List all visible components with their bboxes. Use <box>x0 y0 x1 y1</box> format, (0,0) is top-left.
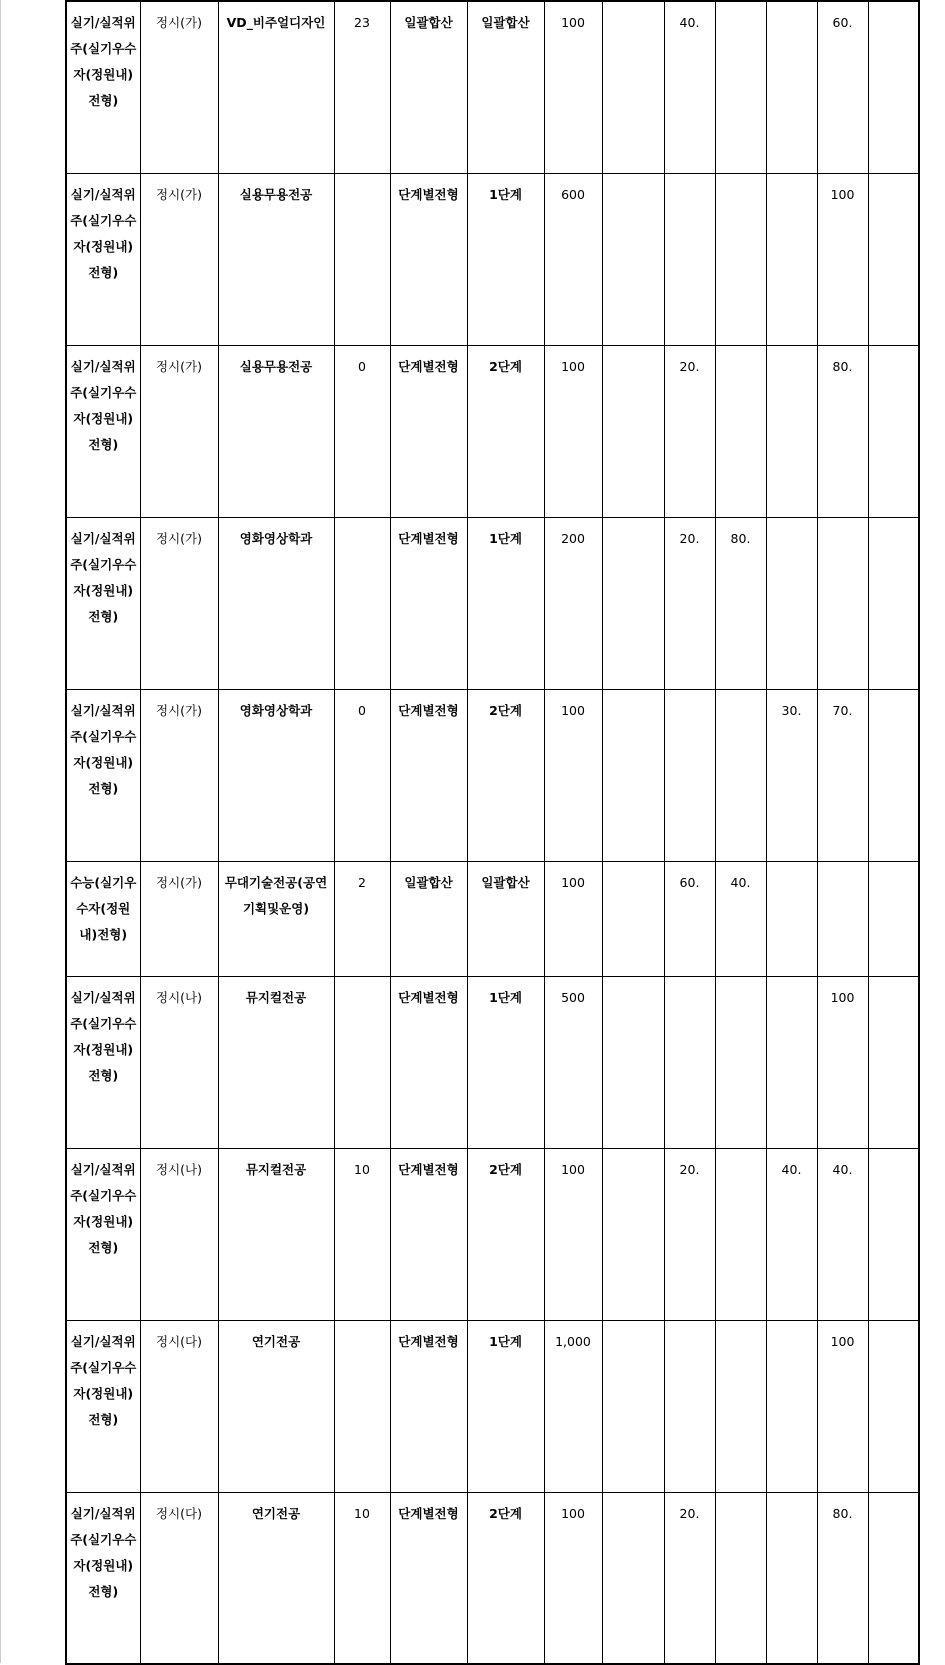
group-cell: 정시(다) <box>140 1320 218 1492</box>
score-cell <box>766 1320 817 1492</box>
stage-cell: 2단계 <box>467 1492 544 1664</box>
score-cell <box>602 1 664 173</box>
table-row <box>66 976 919 1148</box>
score-cell <box>868 976 919 1148</box>
score-cell <box>766 861 817 976</box>
major-cell: 실용무용전공 <box>218 345 334 517</box>
major-cell: 영화영상학과 <box>218 689 334 861</box>
group-cell: 정시(다) <box>140 1492 218 1664</box>
score-cell: 40. <box>817 1148 868 1320</box>
table-row <box>66 1320 919 1492</box>
method-cell: 단계별전형 <box>390 345 467 517</box>
admission-type-cell: 실기/실적위주(실기우수자(정원내)전형) <box>66 1148 140 1320</box>
stage-cell: 일괄합산 <box>467 1 544 173</box>
quota-cell: 10 <box>334 1492 390 1664</box>
score-cell <box>602 976 664 1148</box>
score-cell: 80. <box>817 1492 868 1664</box>
admission-type-cell: 실기/실적위주(실기우수자(정원내)전형) <box>66 345 140 517</box>
score-cell: 100 <box>817 173 868 345</box>
admission-type-cell: 실기/실적위주(실기우수자(정원내)전형) <box>66 173 140 345</box>
table-row <box>66 1 919 173</box>
group-cell: 정시(가) <box>140 1 218 173</box>
stage-cell: 1단계 <box>467 976 544 1148</box>
major-cell: 뮤지컬전공 <box>218 1148 334 1320</box>
table-row <box>66 861 919 976</box>
total-score-cell: 100 <box>544 345 602 517</box>
score-cell <box>766 976 817 1148</box>
stage-cell: 1단계 <box>467 173 544 345</box>
score-cell: 80. <box>817 345 868 517</box>
table-row <box>66 173 919 345</box>
major-cell: 실용무용전공 <box>218 173 334 345</box>
method-cell: 단계별전형 <box>390 976 467 1148</box>
total-score-cell: 100 <box>544 689 602 861</box>
score-cell: 20. <box>664 517 715 689</box>
score-cell: 40. <box>715 861 766 976</box>
table-row <box>66 689 919 861</box>
score-cell: 60. <box>664 861 715 976</box>
score-cell <box>766 1 817 173</box>
table-row <box>66 1492 919 1664</box>
quota-cell: 0 <box>334 689 390 861</box>
score-cell <box>664 1320 715 1492</box>
quota-cell: 0 <box>334 345 390 517</box>
score-cell <box>715 173 766 345</box>
method-cell: 단계별전형 <box>390 173 467 345</box>
stage-cell: 2단계 <box>467 689 544 861</box>
stage-cell: 일괄합산 <box>467 861 544 976</box>
score-cell <box>602 1320 664 1492</box>
score-cell: 100 <box>817 976 868 1148</box>
admission-type-cell: 실기/실적위주(실기우수자(정원내)전형) <box>66 976 140 1148</box>
quota-cell: 23 <box>334 1 390 173</box>
score-cell <box>602 173 664 345</box>
total-score-cell: 100 <box>544 1492 602 1664</box>
score-cell: 20. <box>664 1492 715 1664</box>
group-cell: 정시(가) <box>140 689 218 861</box>
admission-type-cell: 실기/실적위주(실기우수자(정원내)전형) <box>66 689 140 861</box>
score-cell <box>766 1492 817 1664</box>
major-cell: 무대기술전공(공연기획및운영) <box>218 861 334 976</box>
score-cell <box>602 1492 664 1664</box>
score-cell <box>715 1 766 173</box>
method-cell: 일괄합산 <box>390 861 467 976</box>
quota-cell: 10 <box>334 1148 390 1320</box>
score-cell <box>868 1148 919 1320</box>
group-cell: 정시(가) <box>140 861 218 976</box>
group-cell: 정시(나) <box>140 1148 218 1320</box>
major-cell: VD_비주얼디자인 <box>218 1 334 173</box>
score-cell <box>868 1320 919 1492</box>
score-cell: 60. <box>817 1 868 173</box>
table-row <box>66 345 919 517</box>
score-cell <box>868 173 919 345</box>
major-cell: 영화영상학과 <box>218 517 334 689</box>
total-score-cell: 500 <box>544 976 602 1148</box>
score-cell: 100 <box>817 1320 868 1492</box>
group-cell: 정시(가) <box>140 173 218 345</box>
method-cell: 단계별전형 <box>390 517 467 689</box>
admission-type-cell: 실기/실적위주(실기우수자(정원내)전형) <box>66 1 140 173</box>
score-cell: 30. <box>766 689 817 861</box>
score-cell <box>868 345 919 517</box>
group-cell: 정시(나) <box>140 976 218 1148</box>
stage-cell: 1단계 <box>467 517 544 689</box>
score-cell: 20. <box>664 345 715 517</box>
score-cell: 40. <box>664 1 715 173</box>
score-cell <box>766 173 817 345</box>
admission-type-cell: 실기/실적위주(실기우수자(정원내)전형) <box>66 1492 140 1664</box>
method-cell: 단계별전형 <box>390 1320 467 1492</box>
score-cell <box>602 517 664 689</box>
score-cell <box>868 689 919 861</box>
major-cell: 연기전공 <box>218 1492 334 1664</box>
score-cell <box>817 517 868 689</box>
major-cell: 뮤지컬전공 <box>218 976 334 1148</box>
stage-cell: 2단계 <box>467 1148 544 1320</box>
method-cell: 일괄합산 <box>390 1 467 173</box>
total-score-cell: 200 <box>544 517 602 689</box>
table-row <box>66 1148 919 1320</box>
score-cell <box>664 976 715 1148</box>
score-cell <box>664 689 715 861</box>
score-cell: 20. <box>664 1148 715 1320</box>
stage-cell: 1단계 <box>467 1320 544 1492</box>
method-cell: 단계별전형 <box>390 1492 467 1664</box>
total-score-cell: 100 <box>544 1148 602 1320</box>
score-cell <box>868 861 919 976</box>
score-cell <box>602 689 664 861</box>
quota-cell <box>334 976 390 1148</box>
total-score-cell: 100 <box>544 1 602 173</box>
score-cell <box>868 517 919 689</box>
quota-cell <box>334 1320 390 1492</box>
total-score-cell: 1,000 <box>544 1320 602 1492</box>
admission-type-cell: 실기/실적위주(실기우수자(정원내)전형) <box>66 517 140 689</box>
score-cell <box>602 861 664 976</box>
admission-table <box>65 0 920 1665</box>
page-edge <box>0 0 1 1663</box>
score-cell <box>868 1492 919 1664</box>
score-cell <box>602 1148 664 1320</box>
total-score-cell: 100 <box>544 861 602 976</box>
table-row <box>66 517 919 689</box>
score-cell: 70. <box>817 689 868 861</box>
score-cell <box>715 1148 766 1320</box>
quota-cell: 2 <box>334 861 390 976</box>
quota-cell <box>334 173 390 345</box>
score-cell <box>715 345 766 517</box>
score-cell <box>766 517 817 689</box>
score-cell <box>715 689 766 861</box>
score-cell <box>868 1 919 173</box>
score-cell: 80. <box>715 517 766 689</box>
quota-cell <box>334 517 390 689</box>
group-cell: 정시(가) <box>140 517 218 689</box>
score-cell <box>817 861 868 976</box>
total-score-cell: 600 <box>544 173 602 345</box>
score-cell: 40. <box>766 1148 817 1320</box>
score-cell <box>602 345 664 517</box>
score-cell <box>715 1492 766 1664</box>
method-cell: 단계별전형 <box>390 1148 467 1320</box>
major-cell: 연기전공 <box>218 1320 334 1492</box>
score-cell <box>715 1320 766 1492</box>
admission-type-cell: 실기/실적위주(실기우수자(정원내)전형) <box>66 1320 140 1492</box>
method-cell: 단계별전형 <box>390 689 467 861</box>
score-cell <box>766 345 817 517</box>
group-cell: 정시(가) <box>140 345 218 517</box>
admission-type-cell: 수능(실기우수자(정원내)전형) <box>66 861 140 976</box>
score-cell <box>715 976 766 1148</box>
score-cell <box>664 173 715 345</box>
stage-cell: 2단계 <box>467 345 544 517</box>
